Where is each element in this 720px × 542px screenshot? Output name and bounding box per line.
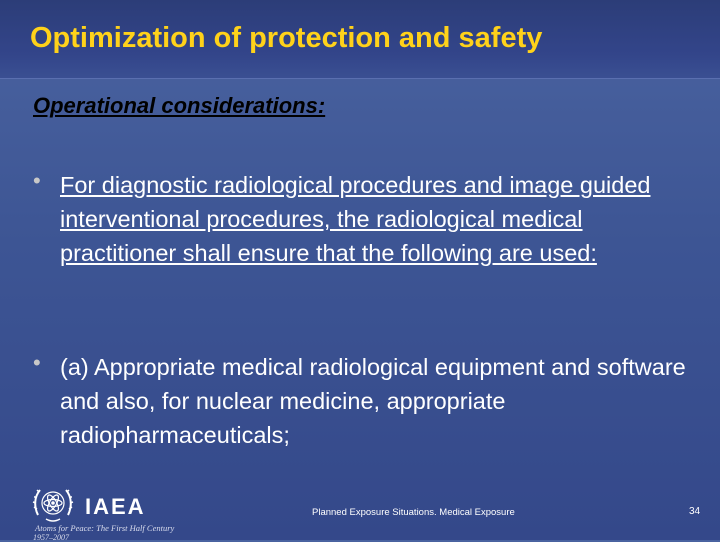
bullet-text-1: For diagnostic radiological procedures and image guided interventional procedures, the radiological medical practitioner shall ensure that the following are used: <box>60 172 651 266</box>
slide-title: Optimization of protection and safety <box>30 22 543 54</box>
un-emblem-icon <box>32 485 74 525</box>
bullet-item-2 <box>33 350 703 452</box>
iaea-logo <box>30 484 230 540</box>
bullet-item-1 <box>33 168 703 270</box>
slide-subtitle: Operational considerations: <box>33 93 326 118</box>
bullet-dot-icon: • <box>33 350 41 375</box>
logo-years: 1957–2007 <box>33 533 69 542</box>
footer-caption: Planned Exposure Situations. Medical Exposure <box>312 507 515 518</box>
page-number: 34 <box>689 506 701 517</box>
logo-wordmark: IAEA <box>85 494 146 519</box>
bullet-dot-icon: • <box>33 168 41 193</box>
logo-motto: Atoms for Peace: The First Half Century <box>35 523 175 533</box>
bullet-text-2: (a) Appropriate medical radiological equipment and software and also, for nuclear medicine, appropriate radiopharmaceuticals; <box>60 354 686 448</box>
